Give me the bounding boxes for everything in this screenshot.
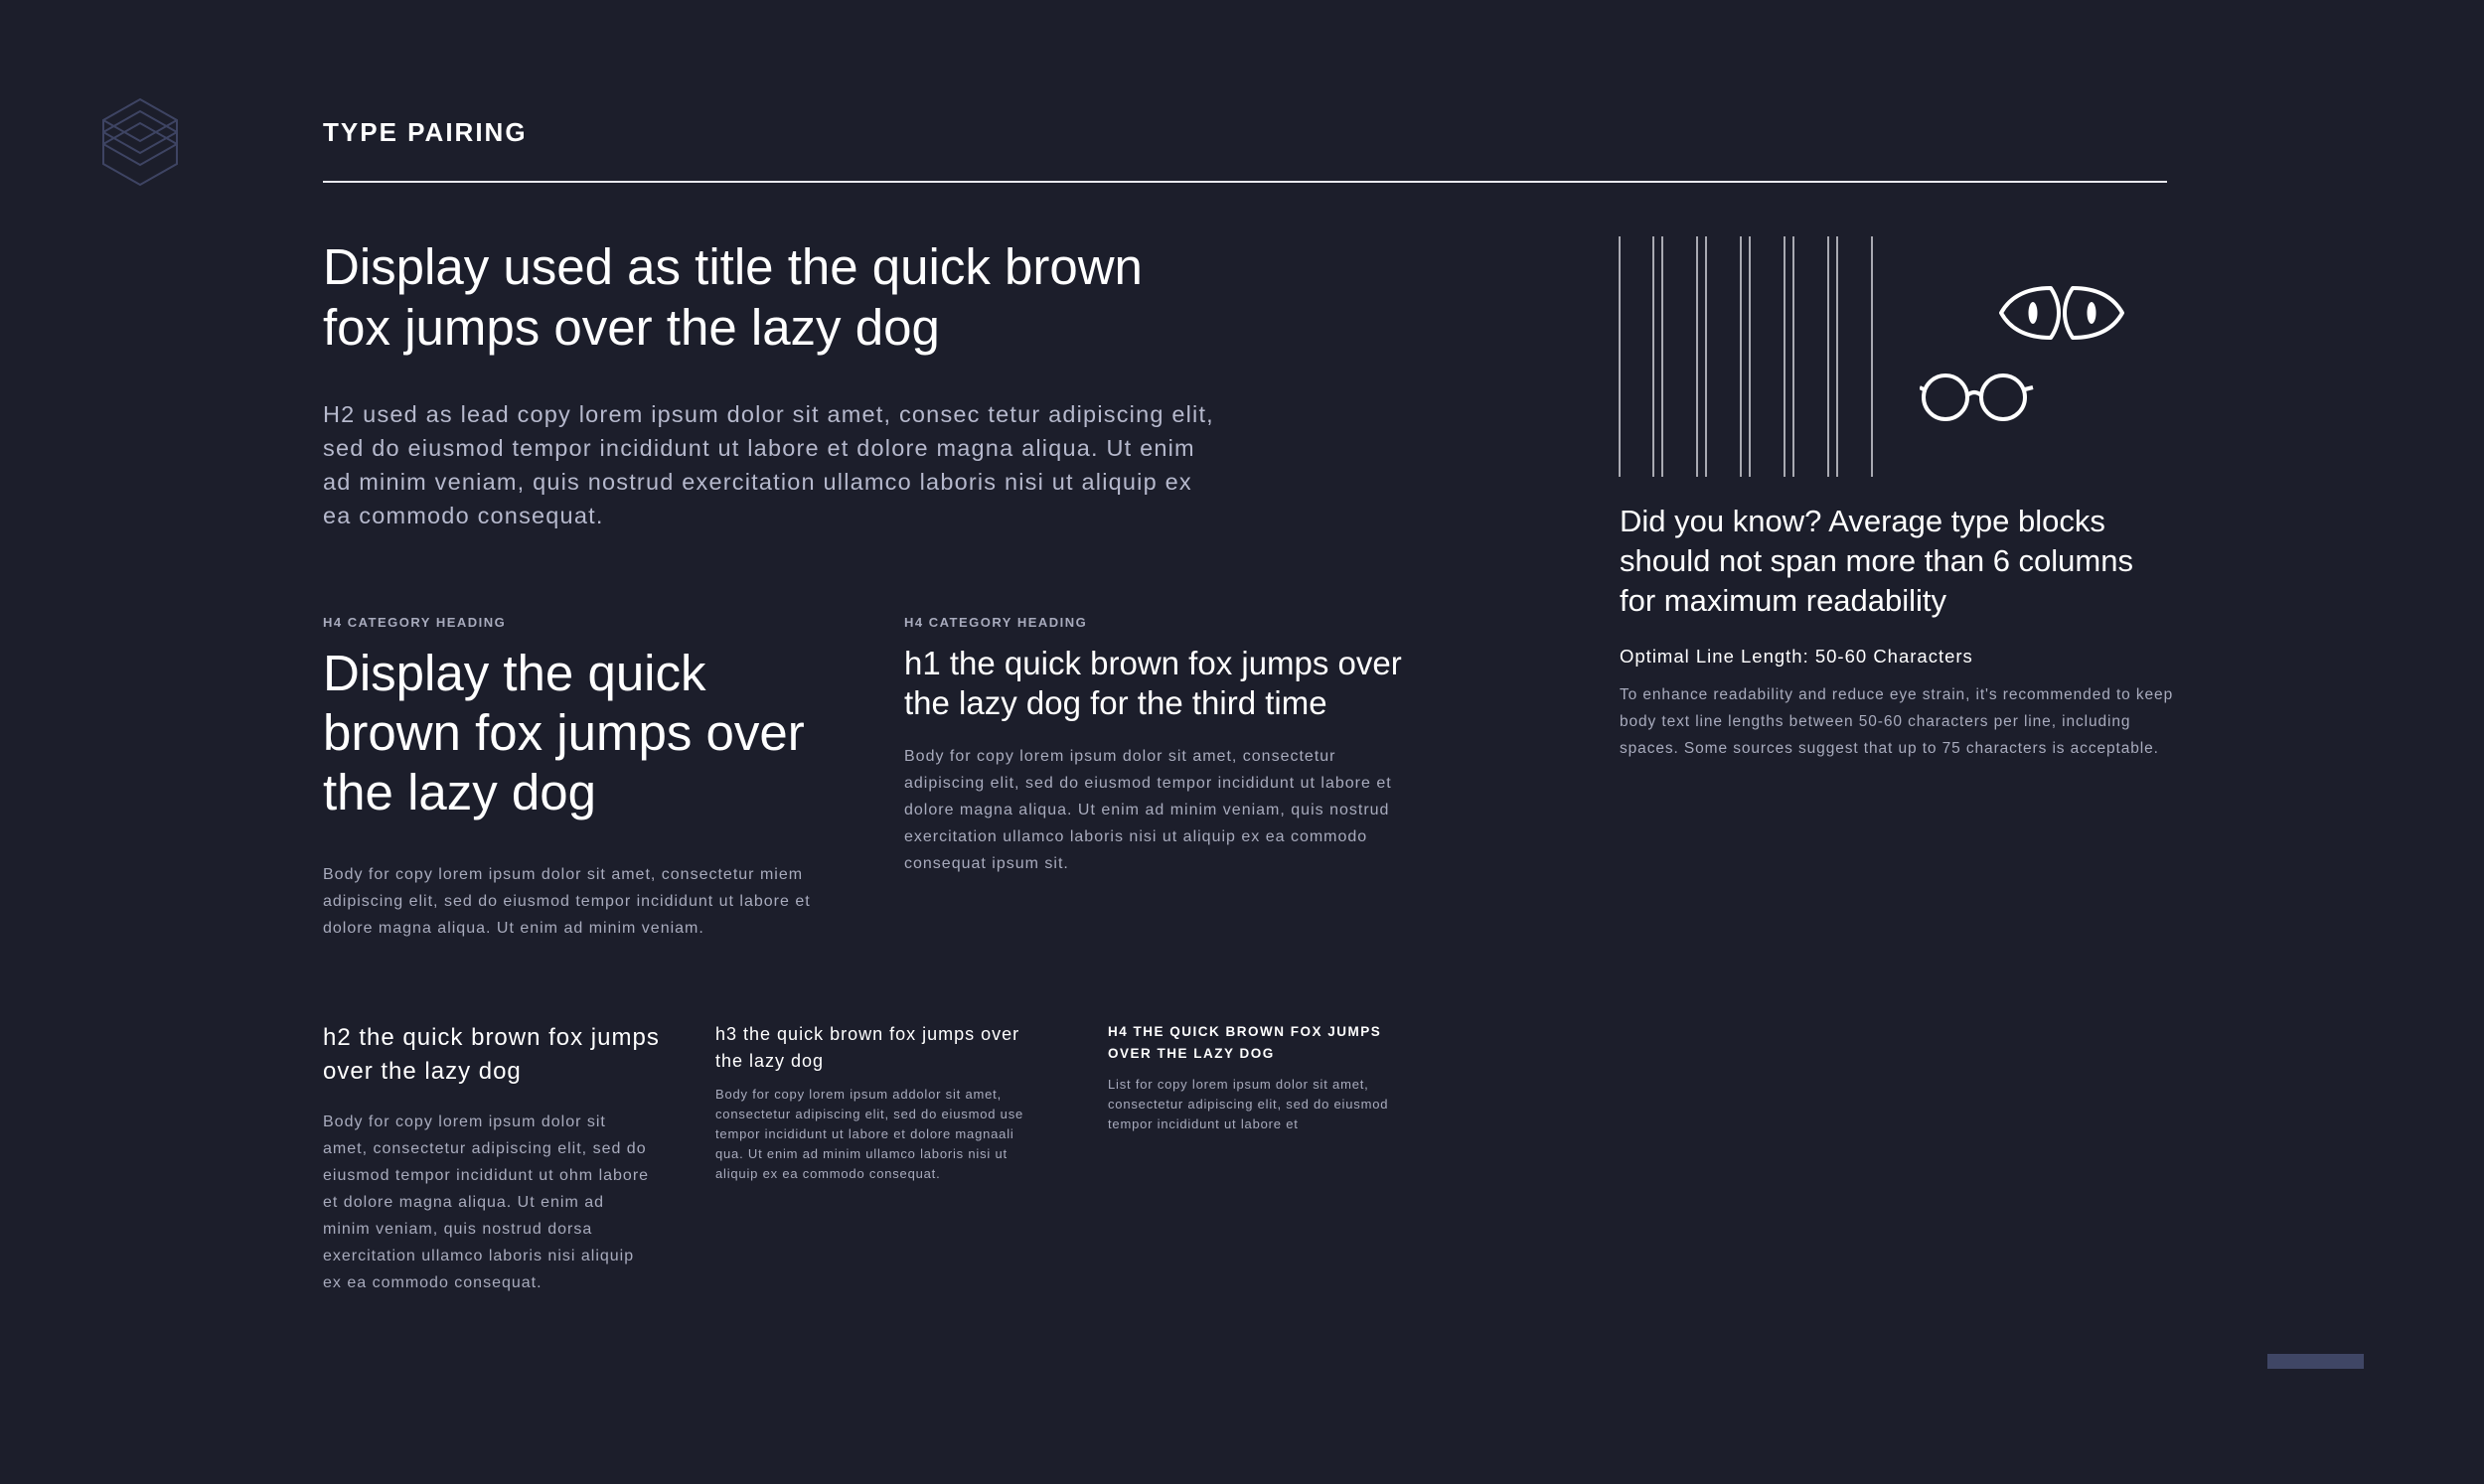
eyes-icon	[1997, 282, 2126, 344]
body-right: Body for copy lorem ipsum dolor sit amet, consectetur adipiscing elit, sed do eiusmod tempor incididunt ut labore et dolore magna aliqua. Ut enim ad minim veniam, quis nostrud exercitation ullamco laboris nisi ut aliquip ex ea commodo consequat ipsum sit.	[904, 748, 1392, 872]
optimal-line-length-title: Optimal Line Length: 50-60 Characters	[1620, 646, 1973, 667]
optimal-line-length-body: To enhance readability and reduce eye strain, it's recommended to keep body text line lengths between 50-60 characters per line, including spaces. Some sources suggest that up to 75 characters is acceptable.	[1620, 686, 2174, 757]
display-heading: Display the quick brown fox jumps over the lazy dog	[323, 645, 805, 820]
body-h2: Body for copy lorem ipsum dolor sit amet, consectetur adipiscing elit, sed do eiusmod tempor incididunt ut ohm labore et dolore magna aliqua. Ut enim ad minim veniam, quis nostrud dorsa exercitation ullamco laboris nisi aliquip ex ea commodo consequat.	[323, 1113, 650, 1291]
page-indicator	[2267, 1354, 2364, 1369]
did-you-know-title: Did you know? Average type blocks should not span more than 6 columns for maximum readability	[1620, 504, 2133, 618]
body-h3: Body for copy lorem ipsum addolor sit amet, consectetur adipiscing elit, sed do eiusmod use tempor incididunt ut labore et dolore magnaali qua. Ut enim ad minim ullamco laboris nisi ut aliquip ex ea commodo consequat.	[715, 1087, 1024, 1181]
glasses-icon	[1920, 371, 2035, 423]
h1-heading: h1 the quick brown fox jumps over the lazy dog for the third time	[904, 645, 1402, 721]
h4-heading: H4 THE QUICK BROWN FOX JUMPS OVER THE LAZY DOG	[1108, 1024, 1382, 1061]
hexagon-layers-logo-icon	[101, 97, 179, 187]
display-title: Display used as title the quick brown fox jumps over the lazy dog	[323, 238, 1143, 356]
category-heading-left: H4 CATEGORY HEADING	[323, 615, 507, 630]
lead-paragraph: H2 used as lead copy lorem ipsum dolor sit amet, consec tetur adipiscing elit, sed do eiusmod tempor incididunt ut labore et dolore magna aliqua. Ut enim ad minim veniam, quis nostrud exercitation ullamco laboris nisi ut aliquip ex ea commodo consequat.	[323, 401, 1214, 528]
vertical-lines-illustration-icon	[1618, 236, 1876, 477]
category-heading-right: H4 CATEGORY HEADING	[904, 615, 1088, 630]
list-h4: List for copy lorem ipsum dolor sit amet, consectetur adipiscing elit, sed do eiusmod tempor incididunt ut labore et	[1108, 1077, 1389, 1131]
body-left: Body for copy lorem ipsum dolor sit amet, consectetur miem adipiscing elit, sed do eiusmod tempor incididunt ut labore et dolore magna aliqua. Ut enim ad minim veniam.	[323, 866, 811, 937]
h2-heading: h2 the quick brown fox jumps over the lazy dog	[323, 1024, 660, 1085]
h3-heading: h3 the quick brown fox jumps over the lazy dog	[715, 1024, 1020, 1071]
header-divider	[323, 181, 2167, 183]
section-title: TYPE PAIRING	[323, 117, 528, 147]
